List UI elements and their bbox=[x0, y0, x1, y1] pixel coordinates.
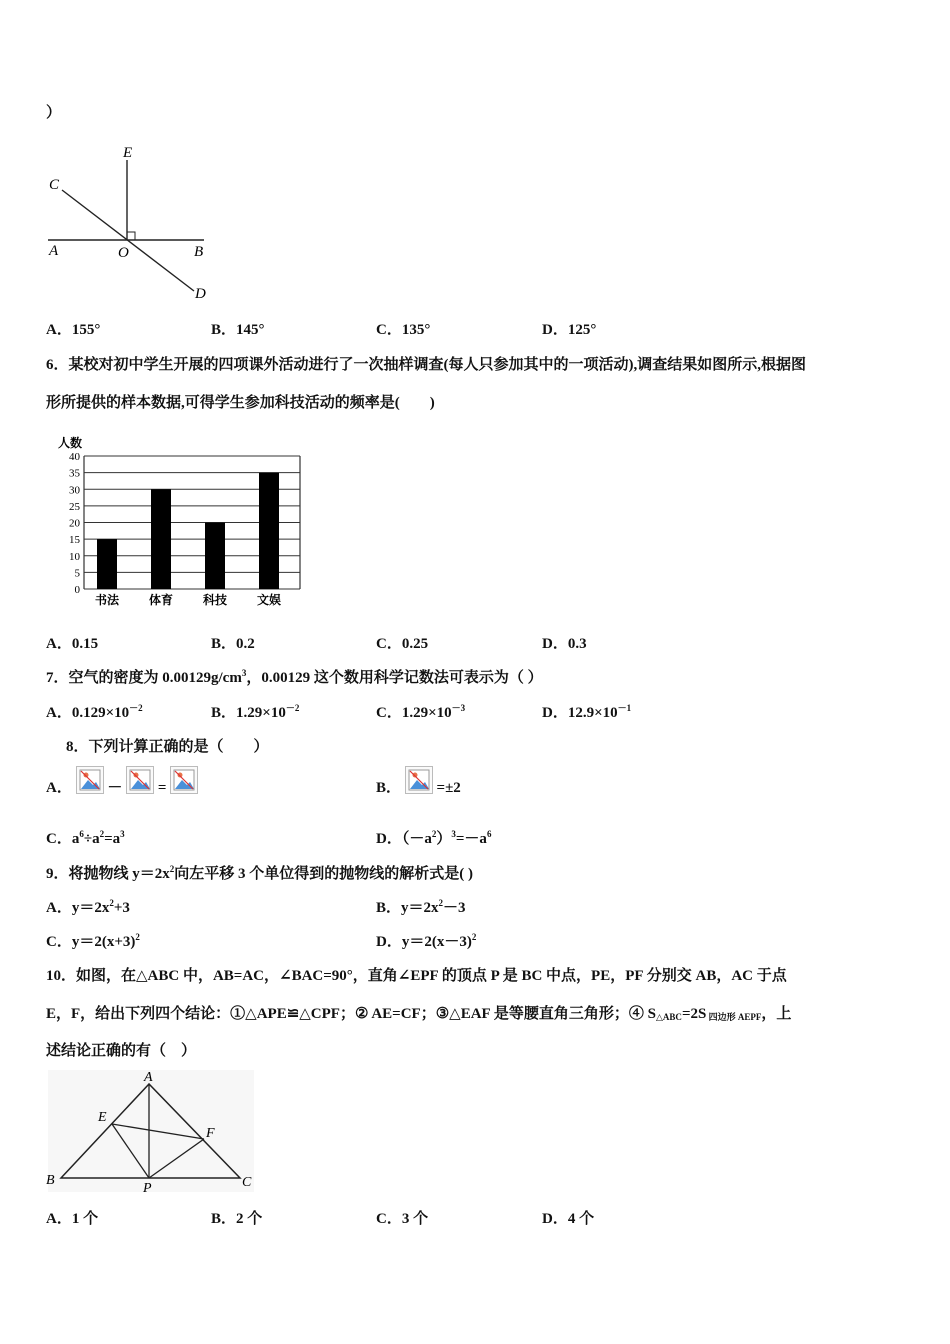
option-letter: C． bbox=[376, 322, 402, 338]
option-letter: B． bbox=[211, 636, 237, 652]
q5-tail: ） bbox=[46, 105, 62, 121]
option-exponent: 6 bbox=[486, 829, 492, 839]
x-tick-label: 体育 bbox=[148, 593, 174, 607]
y-tick-label: 5 bbox=[74, 567, 80, 580]
chart-y-ticks bbox=[69, 451, 81, 596]
label-p: P bbox=[143, 1181, 152, 1194]
label-f: F bbox=[206, 1126, 215, 1141]
option-letter: B． bbox=[376, 900, 402, 916]
q10-stem-text: E，F，给出下列四个结论：①△APE≌△CPF；② AE=CF；③△EAF 是等腰直角三角形；④ S bbox=[46, 1006, 656, 1022]
q10-option-c[interactable] bbox=[376, 1207, 428, 1228]
option-text: y＝2(x+3) bbox=[71, 934, 136, 950]
q9-stem-text: 向左平移 3 个单位得到的抛物线的解析式是( ) bbox=[174, 866, 474, 882]
option-text: 2 个 bbox=[236, 1211, 263, 1227]
q6-option-c[interactable] bbox=[376, 632, 428, 653]
option-text: 125° bbox=[567, 322, 597, 338]
option-text: 0.25 bbox=[401, 636, 429, 652]
chart-y-label: 人数 bbox=[58, 436, 83, 450]
q6-stem-line1: 6．某校对初中学生开展的四项课外活动进行了一次抽样调查(每人只参加其中的一项活动),调查结果如图所示,根据图 bbox=[46, 357, 806, 373]
q10-stem-subscript: △ABC bbox=[656, 1012, 682, 1022]
label-c: C bbox=[49, 177, 60, 193]
q9-option-d[interactable] bbox=[376, 930, 476, 951]
q5-option-b[interactable] bbox=[211, 318, 265, 339]
q10-stem-line3: 述结论正确的有（ ） bbox=[46, 1043, 197, 1059]
q7-option-c[interactable] bbox=[376, 701, 465, 722]
option-text: 0.2 bbox=[236, 636, 255, 652]
option-letter: D． bbox=[376, 934, 402, 950]
option-text: 0.3 bbox=[567, 636, 587, 652]
option-exponent: 2 bbox=[109, 898, 114, 908]
option-letter: B． bbox=[211, 322, 237, 338]
q5-option-a[interactable] bbox=[46, 318, 100, 339]
option-letter: B． bbox=[376, 780, 402, 796]
q6-option-a[interactable] bbox=[46, 632, 98, 653]
y-tick-label: 30 bbox=[69, 484, 80, 497]
option-letter: A． bbox=[46, 705, 72, 721]
label-a: A bbox=[49, 243, 59, 259]
y-tick-label: 35 bbox=[69, 467, 80, 480]
q10-option-b[interactable] bbox=[211, 1207, 262, 1228]
bar-4 bbox=[259, 473, 279, 589]
q9-option-c[interactable] bbox=[46, 930, 140, 951]
option-text: y＝2x bbox=[401, 900, 439, 916]
label-b: B bbox=[46, 1173, 55, 1188]
q8-option-a[interactable] bbox=[46, 766, 198, 797]
broken-image-icon bbox=[405, 766, 433, 794]
option-text: 0.15 bbox=[71, 636, 99, 652]
q9-option-b[interactable] bbox=[376, 896, 466, 917]
q10-option-a[interactable] bbox=[46, 1207, 98, 1228]
option-text: 12.9×10 bbox=[567, 705, 618, 721]
broken-image-icon bbox=[76, 766, 104, 794]
option-letter: A． bbox=[46, 1211, 72, 1227]
q6-bar-chart bbox=[44, 432, 314, 608]
bar-2 bbox=[151, 489, 171, 589]
option-exponent: 3 bbox=[451, 829, 456, 839]
q9-stem-text: 9．将抛物线 y＝2x bbox=[46, 866, 170, 882]
option-text: 0.129×10 bbox=[71, 705, 130, 721]
q10-triangle-figure bbox=[44, 1068, 256, 1194]
q8-option-d[interactable] bbox=[376, 827, 491, 848]
option-exponent: 2 bbox=[431, 829, 437, 839]
option-text: 135° bbox=[401, 322, 431, 338]
y-tick-label: 0 bbox=[74, 584, 80, 596]
option-text: 155° bbox=[71, 322, 101, 338]
option-exponent: －2 bbox=[129, 703, 143, 713]
option-text: 145° bbox=[236, 322, 265, 338]
option-exponent: 2 bbox=[471, 932, 477, 942]
q7-stem bbox=[46, 666, 543, 687]
option-text: 3 个 bbox=[401, 1211, 429, 1227]
option-text: （－a bbox=[401, 831, 432, 847]
bar-3 bbox=[205, 523, 225, 590]
q9-stem bbox=[46, 862, 473, 883]
q6-option-b[interactable] bbox=[211, 632, 255, 653]
broken-image-icon bbox=[126, 766, 154, 794]
equals-sign: = bbox=[157, 780, 167, 796]
option-text: =a bbox=[104, 831, 121, 847]
option-exponent: 2 bbox=[135, 932, 140, 942]
x-tick-label: 文娱 bbox=[256, 593, 282, 607]
option-letter: B． bbox=[211, 705, 237, 721]
option-exponent: 6 bbox=[79, 829, 84, 839]
option-letter: D． bbox=[542, 705, 568, 721]
option-text: ÷a bbox=[83, 831, 100, 847]
q5-option-c[interactable] bbox=[376, 318, 430, 339]
q10-stem-text: =2S bbox=[681, 1006, 707, 1022]
option-letter: C． bbox=[376, 705, 402, 721]
chart-x-ticks bbox=[95, 592, 281, 607]
option-text: 1.29×10 bbox=[401, 705, 452, 721]
y-tick-label: 15 bbox=[69, 534, 80, 547]
option-text: 1.29×10 bbox=[236, 705, 286, 721]
option-letter: A． bbox=[46, 900, 72, 916]
option-text: 4 个 bbox=[567, 1211, 595, 1227]
option-letter: D． bbox=[542, 322, 568, 338]
q8-stem: 8．下列计算正确的是（ ） bbox=[66, 739, 269, 755]
q7-option-d[interactable] bbox=[542, 701, 631, 722]
option-text: =－a bbox=[455, 831, 487, 847]
bar-1 bbox=[97, 539, 117, 589]
q10-stem-text: ，上 bbox=[761, 1006, 792, 1022]
x-tick-label: 书法 bbox=[94, 593, 120, 607]
y-tick-label: 10 bbox=[69, 550, 80, 563]
option-exponent: 3 bbox=[120, 829, 125, 839]
q9-option-a[interactable] bbox=[46, 896, 130, 917]
option-exponent: －1 bbox=[617, 703, 632, 713]
x-tick-label: 科技 bbox=[202, 593, 228, 607]
label-d: D bbox=[195, 286, 206, 302]
y-tick-label: 20 bbox=[69, 517, 80, 530]
right-angle-mark bbox=[127, 232, 135, 240]
q7-option-b[interactable] bbox=[211, 701, 299, 722]
option-letter: C． bbox=[46, 831, 72, 847]
option-exponent: 2 bbox=[99, 829, 105, 839]
y-tick-label: 25 bbox=[69, 500, 80, 513]
label-c: C bbox=[242, 1175, 252, 1190]
option-letter: D． bbox=[542, 636, 568, 652]
label-a: A bbox=[144, 1070, 153, 1085]
option-text: 1 个 bbox=[71, 1211, 99, 1227]
option-letter: A． bbox=[46, 636, 72, 652]
option-letter: A． bbox=[46, 322, 72, 338]
q7-stem-text: ，0.00129 这个数用科学记数法可表示为（ ） bbox=[246, 670, 543, 686]
q7-option-a[interactable] bbox=[46, 701, 143, 722]
q10-stem-line2 bbox=[46, 1002, 791, 1023]
q9-stem-exponent: 2 bbox=[169, 864, 175, 874]
option-text: y＝2(x－3) bbox=[401, 934, 472, 950]
option-text: －3 bbox=[443, 900, 466, 916]
q6-option-d[interactable] bbox=[542, 632, 587, 653]
option-exponent: 2 bbox=[438, 898, 444, 908]
y-tick-label: 40 bbox=[69, 451, 80, 463]
q5-angle-figure bbox=[44, 140, 214, 305]
option-text: =±2 bbox=[436, 780, 461, 796]
chart-bars bbox=[97, 473, 279, 589]
minus-sign: － bbox=[107, 780, 123, 796]
option-letter: D． bbox=[542, 1211, 568, 1227]
q6-stem-line2: 形所提供的样本数据,可得学生参加科技活动的频率是( ) bbox=[46, 395, 435, 411]
option-letter: C． bbox=[376, 1211, 402, 1227]
label-o: O bbox=[118, 245, 129, 261]
option-text: a bbox=[71, 831, 80, 847]
q7-stem-text: 7．空气的密度为 0.00129g/cm bbox=[46, 670, 242, 686]
q5-option-d[interactable] bbox=[542, 318, 596, 339]
label-e: E bbox=[123, 145, 133, 161]
q8-option-b[interactable] bbox=[376, 766, 461, 797]
option-exponent: －2 bbox=[285, 703, 300, 713]
option-letter: C． bbox=[376, 636, 402, 652]
option-text: y＝2x bbox=[71, 900, 110, 916]
q10-stem-subscript: 四边形 AEPF bbox=[706, 1012, 762, 1022]
option-letter: D． bbox=[376, 831, 402, 847]
q10-stem-line1: 10．如图，在△ABC 中，AB=AC，∠BAC=90°，直角∠EPF 的顶点 P 是 BC 中点，PE，PF 分别交 AB，AC 于点 bbox=[46, 968, 787, 984]
q7-stem-exponent: 3 bbox=[241, 668, 247, 678]
option-letter: B． bbox=[211, 1211, 237, 1227]
q8-option-c[interactable] bbox=[46, 827, 125, 848]
broken-image-icon bbox=[170, 766, 198, 794]
label-b: B bbox=[194, 244, 204, 260]
label-e: E bbox=[98, 1110, 107, 1125]
option-text: +3 bbox=[113, 900, 130, 916]
q10-option-d[interactable] bbox=[542, 1207, 594, 1228]
option-text: ） bbox=[436, 831, 452, 847]
option-letter: A． bbox=[46, 780, 72, 796]
option-letter: C． bbox=[46, 934, 72, 950]
option-exponent: －3 bbox=[451, 703, 466, 713]
